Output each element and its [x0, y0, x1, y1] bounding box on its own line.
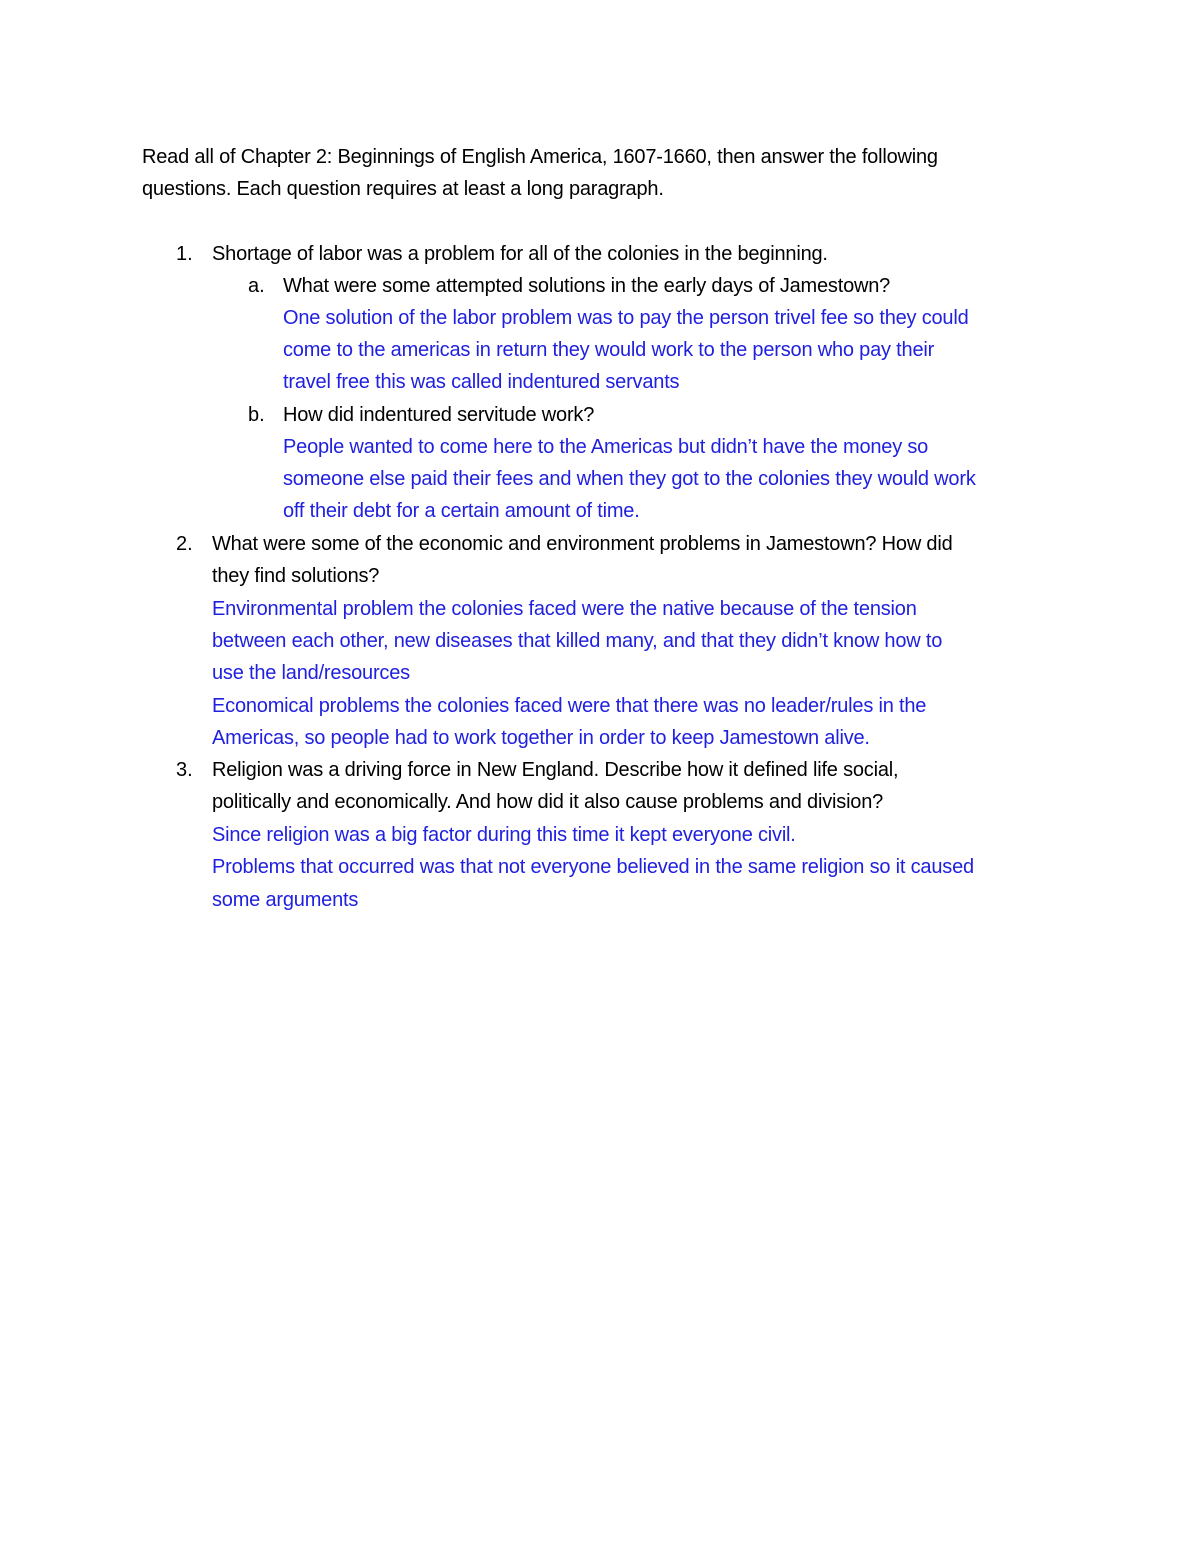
question-1b-letter: b.	[248, 404, 265, 426]
answer-1a-line-2: come to the americas in return they would work to the person who pay their	[283, 339, 935, 361]
question-3-number: 3.	[176, 759, 193, 781]
question-1-number: 1.	[176, 243, 193, 265]
question-2-text-line-2: they find solutions?	[212, 565, 380, 587]
answer-2-line-2: between each other, new diseases that killed many, and that they didn’t know how to	[212, 630, 943, 652]
intro-line-1: Read all of Chapter 2: Beginnings of English America, 1607-1660, then answer the following	[142, 146, 938, 168]
answer-2-line-3: use the land/resources	[212, 662, 410, 684]
answer-1a-line-1: One solution of the labor problem was to pay the person trivel fee so they could	[283, 307, 969, 329]
answer-1b-line-1: People wanted to come here to the Americas but didn’t have the money so	[283, 436, 929, 458]
answer-1b-line-2: someone else paid their fees and when they got to the colonies they would work	[283, 468, 976, 490]
answer-3-line-3: some arguments	[212, 889, 359, 911]
question-1b-text: How did indentured servitude work?	[283, 404, 595, 426]
question-1-text: Shortage of labor was a problem for all of the colonies in the beginning.	[212, 243, 828, 265]
question-2-number: 2.	[176, 533, 193, 555]
answer-1b-line-3: off their debt for a certain amount of time.	[283, 500, 640, 522]
answer-3-line-2: Problems that occurred was that not everyone believed in the same religion so it caused	[212, 856, 974, 878]
question-3-text-line-2: politically and economically. And how did it also cause problems and division?	[212, 791, 884, 813]
question-1a-text: What were some attempted solutions in the early days of Jamestown?	[283, 275, 891, 297]
answer-2-line-4: Economical problems the colonies faced were that there was no leader/rules in the	[212, 695, 927, 717]
question-1a-letter: a.	[248, 275, 265, 297]
answer-3-line-1: Since religion was a big factor during this time it kept everyone civil.	[212, 824, 796, 846]
answer-2-line-1: Environmental problem the colonies faced were the native because of the tension	[212, 598, 917, 620]
question-3-text-line-1: Religion was a driving force in New England. Describe how it defined life social,	[212, 759, 899, 781]
answer-2-line-5: Americas, so people had to work together in order to keep Jamestown alive.	[212, 727, 870, 749]
intro-line-2: questions. Each question requires at least a long paragraph.	[142, 178, 664, 200]
answer-1a-line-3: travel free this was called indentured servants	[283, 371, 680, 393]
question-2-text-line-1: What were some of the economic and environment problems in Jamestown? How did	[212, 533, 953, 555]
